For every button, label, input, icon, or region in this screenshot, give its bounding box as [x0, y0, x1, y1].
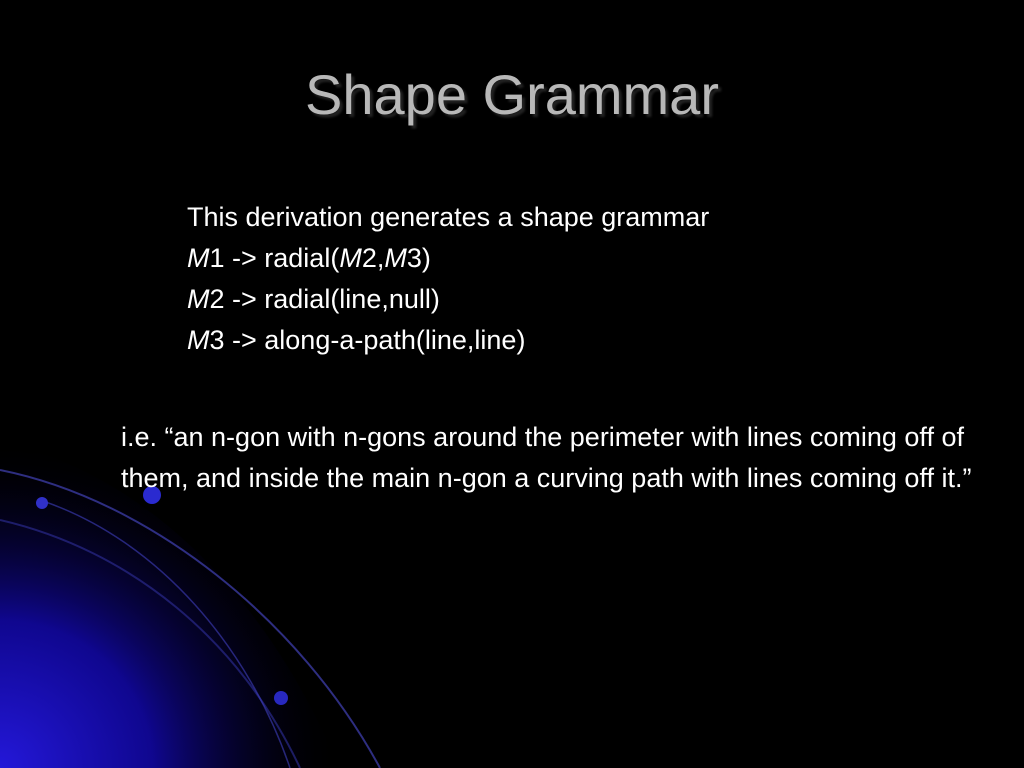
rule-text: 1 -> radial(	[209, 243, 340, 273]
rule-symbol: M	[187, 325, 210, 355]
slide-title: Shape Grammar	[305, 63, 719, 126]
rule-text: 2,	[361, 243, 385, 273]
rule-symbol: M	[187, 284, 210, 314]
rule-text: 3)	[406, 243, 431, 273]
rule-symbol: M	[187, 243, 210, 273]
grammar-rule	[187, 320, 709, 361]
rule-symbol: M	[384, 243, 407, 273]
derivation-intro: This derivation generates a shape grammar	[187, 202, 710, 232]
grammar-rule	[187, 238, 709, 279]
glow-dot	[274, 691, 288, 705]
rule-symbol: M	[339, 243, 362, 273]
grammar-rule	[187, 279, 709, 320]
derivation-block	[187, 197, 709, 361]
glow-dot	[36, 497, 48, 509]
rule-text: 3 -> along-a-path(line,line)	[209, 325, 526, 355]
explanation-text: i.e. “an n-gon with n-gons around the perimeter with lines coming off of them, and inside the main n-gon a curving path with lines coming off it.”	[121, 422, 972, 493]
rule-text: 2 -> radial(line,null)	[209, 284, 440, 314]
